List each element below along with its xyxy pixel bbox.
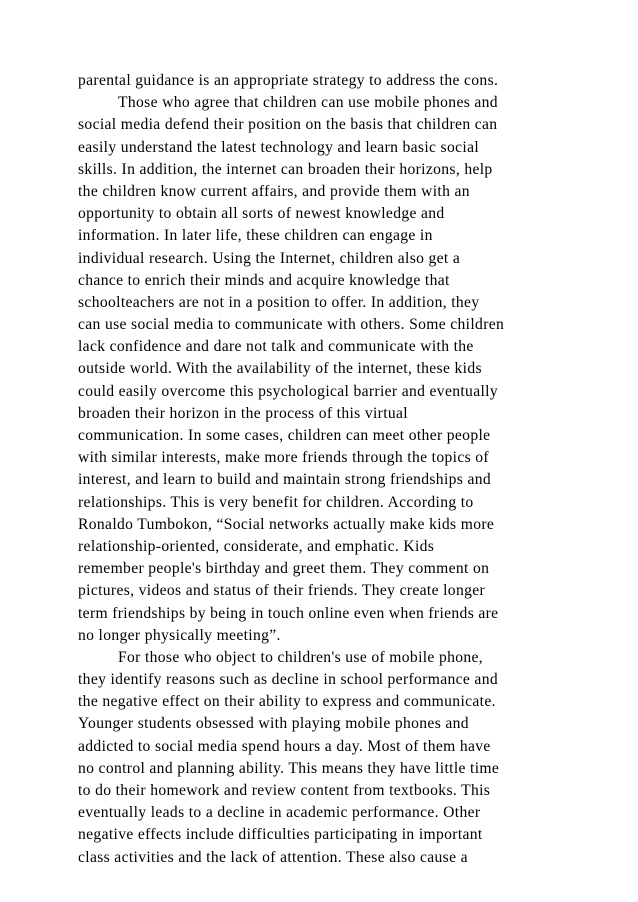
text-line: easily understand the latest technology and learn basic social bbox=[78, 138, 480, 156]
text-line: no control and planning ability. This means they have little time bbox=[78, 759, 500, 777]
text-line: no longer physically meeting”. bbox=[78, 626, 281, 644]
paragraph-first-line: For those who object to children's use of mobile phone, bbox=[118, 648, 484, 666]
text-line: parental guidance is an appropriate strategy to address the cons. bbox=[78, 72, 499, 89]
text-line: skills. In addition, the internet can broaden their horizons, help bbox=[78, 160, 493, 178]
text-line: chance to enrich their minds and acquire knowledge that bbox=[78, 271, 450, 289]
text-line: addicted to social media spend hours a day. Most of them have bbox=[78, 737, 491, 755]
text-line: can use social media to communicate with others. Some children bbox=[78, 316, 505, 334]
text-line: eventually leads to a decline in academic performance. Other bbox=[78, 804, 481, 822]
text-line: interest, and learn to build and maintain strong friendships and bbox=[78, 471, 492, 489]
paragraph-first-line: Those who agree that children can use mobile phones and bbox=[118, 94, 498, 112]
text-line: communication. In some cases, children can meet other people bbox=[78, 427, 491, 444]
text-line: class activities and the lack of attention. These also cause a bbox=[78, 848, 468, 866]
text-line: remember people's birthday and greet them. They comment on bbox=[78, 560, 490, 578]
text-line: outside world. With the availability of the internet, these kids bbox=[78, 360, 482, 378]
text-line: Ronaldo Tumbokon, “Social networks actually make kids more bbox=[78, 515, 495, 533]
text-line: information. In later life, these children can engage in bbox=[78, 227, 433, 245]
text-line: to do their homework and review content from textbooks. This bbox=[78, 782, 491, 799]
text-line: schoolteachers are not in a position to offer. In addition, they bbox=[78, 293, 480, 311]
text-line: opportunity to obtain all sorts of newest knowledge and bbox=[78, 205, 445, 223]
text-line: individual research. Using the Internet, children also get a bbox=[78, 249, 461, 267]
body-text bbox=[78, 70, 578, 869]
text-line: broaden their horizon in the process of this virtual bbox=[78, 404, 408, 422]
text-line: the children know current affairs, and provide them with an bbox=[78, 182, 470, 200]
text-line: with similar interests, make more friends through the topics of bbox=[78, 449, 489, 467]
text-line: negative effects include difficulties participating in important bbox=[78, 826, 483, 844]
text-line: could easily overcome this psychological barrier and eventually bbox=[78, 382, 498, 400]
text-line: term friendships by being in touch online even when friends are bbox=[78, 604, 499, 622]
text-line: pictures, videos and status of their friends. They create longer bbox=[78, 582, 486, 600]
text-line: relationships. This is very benefit for children. According to bbox=[78, 493, 474, 511]
text-line: lack confidence and dare not talk and communicate with the bbox=[78, 338, 474, 356]
text-line: relationship-oriented, considerate, and emphatic. Kids bbox=[78, 537, 435, 555]
text-line: the negative effect on their ability to express and communicate. bbox=[78, 693, 496, 711]
text-line: they identify reasons such as decline in school performance and bbox=[78, 671, 498, 689]
text-line: Younger students obsessed with playing mobile phones and bbox=[78, 715, 469, 733]
text-line: social media defend their position on the basis that children can bbox=[78, 116, 498, 134]
